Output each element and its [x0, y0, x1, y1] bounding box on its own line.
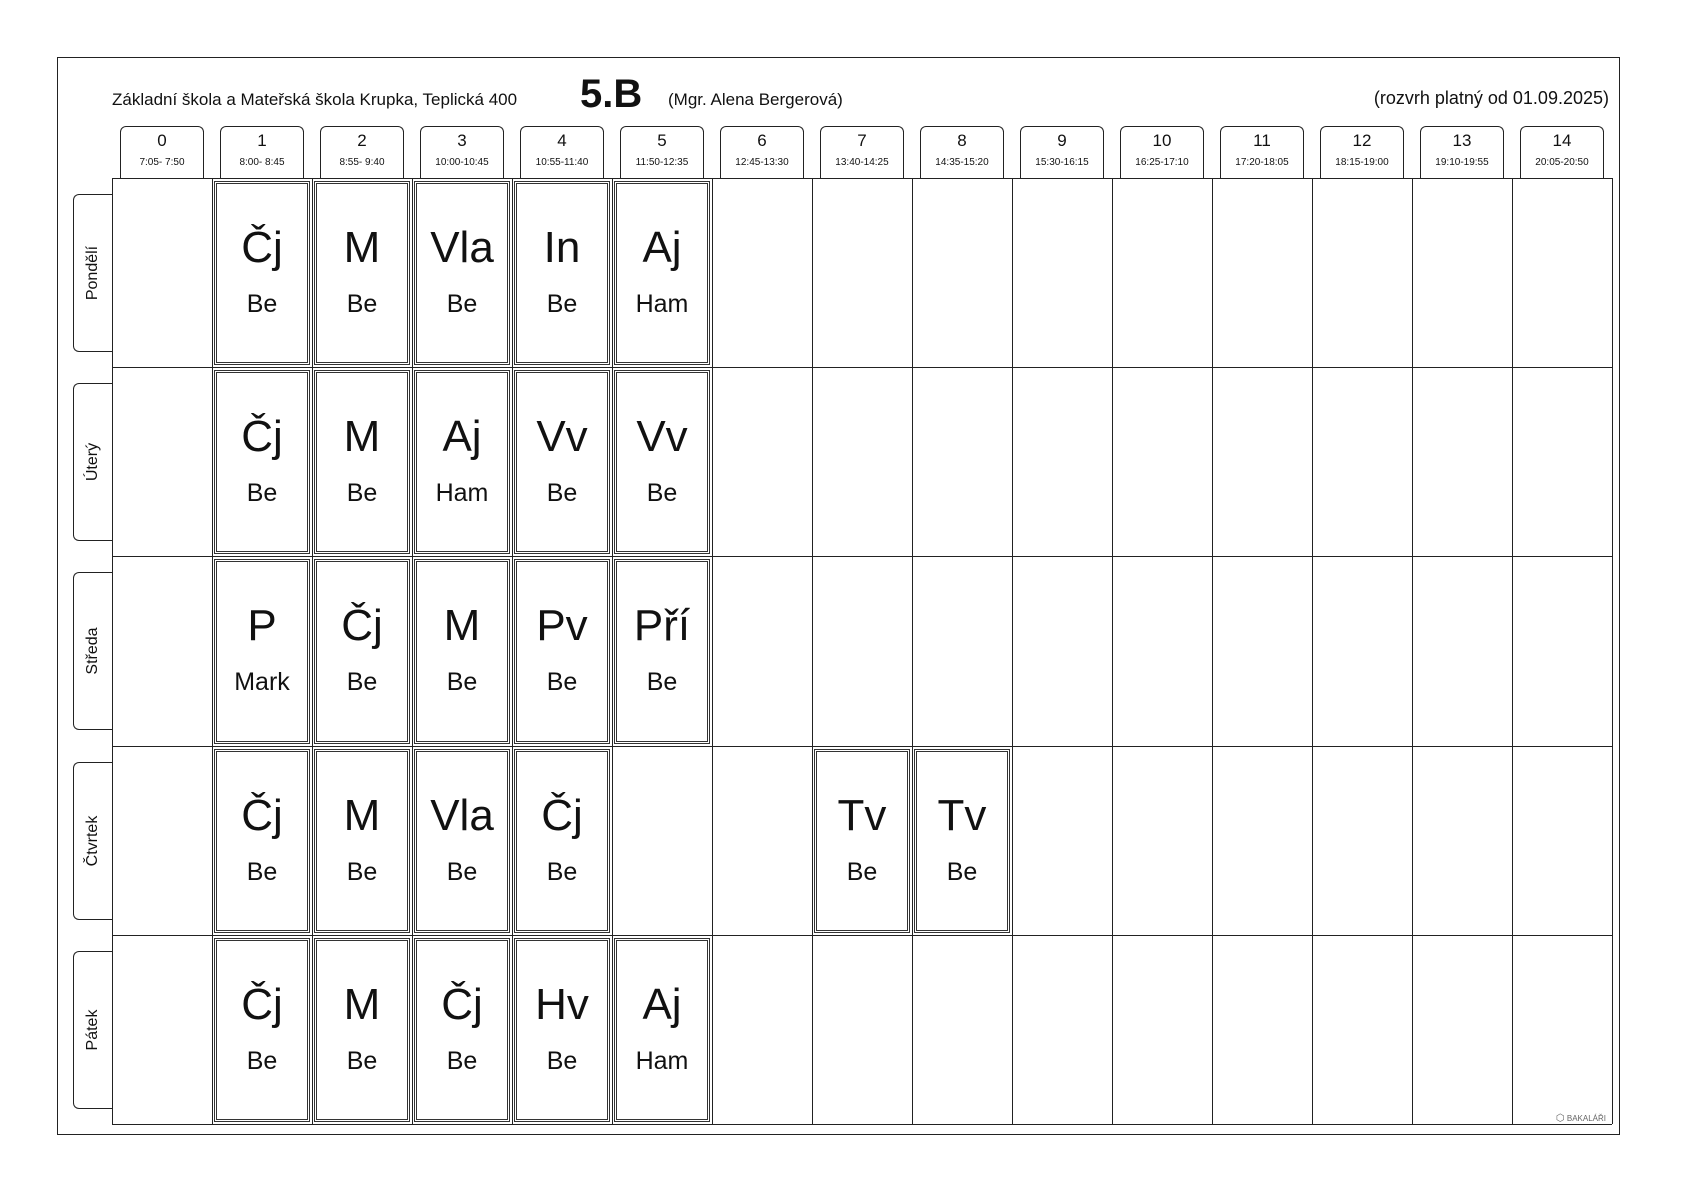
lesson-teacher: Be	[346, 290, 378, 318]
lesson-teacher: Be	[446, 1046, 478, 1075]
grid-vline	[1312, 178, 1313, 1124]
period-number: 1	[257, 131, 267, 150]
lesson-cell[interactable]	[214, 370, 310, 554]
grid-vline	[1212, 178, 1213, 1124]
lesson-subject: Čj	[441, 979, 483, 1029]
grid-vline	[512, 178, 513, 1124]
lesson-cell[interactable]	[614, 938, 710, 1122]
lesson-cell[interactable]	[314, 559, 410, 743]
lesson-teacher: Be	[246, 479, 278, 508]
lesson-subject: M	[343, 979, 381, 1029]
grid-hline	[112, 935, 1612, 936]
grid-hline	[112, 178, 1612, 179]
lesson-subject: Aj	[442, 412, 482, 462]
lesson-subject: M	[343, 223, 381, 272]
lesson-teacher: Be	[346, 479, 378, 508]
logo-text: BAKALÁŘI	[1566, 1114, 1606, 1123]
lesson-teacher: Be	[346, 668, 378, 697]
period-number: 14	[1552, 131, 1572, 150]
lesson-teacher: Be	[646, 479, 678, 508]
lesson-subject: M	[343, 790, 381, 840]
period-time: 17:20-18:05	[1235, 157, 1289, 168]
day-header-1	[73, 383, 112, 541]
period-header-9	[1020, 126, 1104, 178]
period-number: 11	[1253, 131, 1271, 150]
period-number: 4	[557, 131, 567, 150]
lesson-teacher: Be	[546, 668, 578, 697]
lesson-subject: Tv	[937, 790, 987, 840]
grid-vline	[112, 178, 113, 1124]
period-time: 10:00-10:45	[435, 157, 489, 168]
lesson-subject: Vla	[430, 790, 494, 840]
lesson-subject: Čj	[241, 790, 283, 840]
period-time: 12:45-13:30	[735, 157, 789, 168]
lesson-cell[interactable]	[214, 181, 310, 365]
lesson-teacher: Be	[646, 668, 678, 697]
grid-vline	[412, 178, 413, 1124]
period-number: 2	[357, 131, 367, 150]
lesson-teacher: Be	[346, 1046, 378, 1075]
period-time: 18:15-19:00	[1335, 157, 1389, 168]
period-number: 7	[857, 131, 867, 150]
day-label: Úterý	[84, 443, 101, 482]
lesson-subject: Čj	[241, 223, 283, 272]
lesson-subject: Čj	[541, 790, 583, 840]
period-header-11	[1220, 126, 1304, 178]
day-header-0	[73, 194, 112, 352]
period-header-0	[120, 126, 204, 178]
lesson-subject: M	[343, 412, 381, 462]
school-name: Základní škola a Mateřská škola Krupka, Teplická 400	[112, 90, 518, 109]
period-header-3	[420, 126, 504, 178]
lesson-cell[interactable]	[314, 370, 410, 554]
lesson-subject: Aj	[642, 979, 682, 1029]
period-time: 7:05- 7:50	[139, 157, 185, 168]
lesson-subject: Aj	[642, 223, 682, 272]
day-label: Středa	[84, 627, 101, 675]
period-header-8	[920, 126, 1004, 178]
lesson-teacher: Be	[446, 668, 478, 697]
period-number: 0	[157, 131, 167, 150]
period-number: 8	[957, 131, 967, 150]
grid-vline	[712, 178, 713, 1124]
lesson-cell[interactable]	[414, 559, 510, 743]
grid-vline	[612, 178, 613, 1124]
period-number: 3	[457, 131, 467, 150]
bakalari-logo	[1556, 1113, 1606, 1124]
lesson-teacher: Be	[546, 1046, 578, 1075]
lesson-teacher: Ham	[635, 1046, 689, 1075]
lesson-cell[interactable]	[214, 559, 310, 743]
lesson-cell[interactable]	[414, 749, 510, 933]
period-number: 6	[757, 131, 767, 150]
period-header-4	[520, 126, 604, 178]
lesson-subject: M	[443, 601, 481, 651]
lesson-teacher: Be	[246, 290, 278, 318]
period-time: 14:35-15:20	[935, 157, 989, 168]
day-header-3	[73, 762, 112, 920]
period-number: 9	[1057, 131, 1067, 150]
lesson-subject: P	[247, 601, 277, 651]
lesson-subject: Hv	[535, 979, 589, 1029]
class-teacher: (Mgr. Alena Bergerová)	[668, 90, 843, 109]
lesson-teacher: Be	[846, 857, 878, 886]
lesson-cell[interactable]	[414, 370, 510, 554]
period-number: 13	[1452, 131, 1472, 150]
lesson-subject: Čj	[341, 601, 383, 651]
period-header-6	[720, 126, 804, 178]
grid-vline	[1512, 178, 1513, 1124]
period-header-5	[620, 126, 704, 178]
period-number: 12	[1352, 131, 1372, 150]
period-time: 20:05-20:50	[1535, 157, 1589, 168]
grid-vline	[1612, 178, 1613, 1124]
lesson-subject: Vv	[636, 412, 688, 462]
lesson-teacher: Be	[246, 1046, 278, 1075]
day-header-4	[73, 951, 112, 1109]
grid-hline	[112, 556, 1612, 557]
lesson-subject: Tv	[837, 790, 887, 840]
lesson-cell[interactable]	[414, 181, 510, 365]
lesson-teacher: Mark	[234, 668, 290, 697]
period-header-10	[1120, 126, 1204, 178]
grid-vline	[812, 178, 813, 1124]
lesson-cell[interactable]	[214, 938, 310, 1122]
lesson-subject: Pv	[536, 601, 588, 651]
grid-vline	[1112, 178, 1113, 1124]
lesson-subject: Čj	[241, 412, 283, 462]
lesson-cell[interactable]	[614, 370, 710, 554]
hexagon-icon: ⬡	[1555, 1113, 1565, 1124]
lesson-teacher: Be	[546, 290, 578, 318]
grid-hline	[112, 367, 1612, 368]
lesson-subject: Čj	[241, 979, 283, 1029]
period-time: 8:00- 8:45	[239, 157, 285, 168]
lesson-cell[interactable]	[814, 749, 910, 933]
period-time: 10:55-11:40	[535, 157, 589, 168]
grid-hline	[112, 746, 1612, 747]
day-header-2	[73, 572, 112, 730]
lesson-teacher: Be	[446, 290, 478, 318]
lesson-cell[interactable]	[514, 938, 610, 1122]
period-header-1	[220, 126, 304, 178]
lesson-cell[interactable]	[614, 559, 710, 743]
valid-from: (rozvrh platný od 01.09.2025)	[1373, 88, 1609, 108]
lesson-cell[interactable]	[414, 938, 510, 1122]
day-label: Pátek	[84, 1009, 101, 1051]
period-header-13	[1420, 126, 1504, 178]
grid-vline	[1012, 178, 1013, 1124]
period-header-2	[320, 126, 404, 178]
grid-vline	[1412, 178, 1413, 1124]
lesson-cell[interactable]	[314, 181, 410, 365]
lesson-cell[interactable]	[914, 749, 1010, 933]
lesson-teacher: Be	[946, 857, 978, 886]
lesson-teacher: Be	[346, 857, 378, 886]
day-label: Čtvrtek	[84, 815, 101, 866]
period-time: 13:40-14:25	[835, 157, 889, 168]
lesson-subject: Vla	[430, 223, 494, 272]
period-time: 16:25-17:10	[1135, 157, 1189, 168]
period-header-12	[1320, 126, 1404, 178]
lesson-teacher: Be	[446, 857, 478, 886]
lesson-cell[interactable]	[514, 370, 610, 554]
lesson-teacher: Ham	[435, 479, 489, 508]
period-time: 15:30-16:15	[1035, 157, 1089, 168]
period-header-7	[820, 126, 904, 178]
lesson-teacher: Be	[246, 857, 278, 886]
lesson-teacher: Be	[546, 479, 578, 508]
lesson-cell[interactable]	[514, 559, 610, 743]
period-number: 5	[657, 131, 667, 150]
day-label: Pondělí	[84, 245, 101, 301]
lesson-cell[interactable]	[314, 938, 410, 1122]
period-time: 19:10-19:55	[1435, 157, 1489, 168]
class-name: 5.B	[580, 72, 643, 116]
lesson-teacher: Ham	[635, 290, 689, 318]
lesson-cell[interactable]	[314, 749, 410, 933]
lesson-subject: Vv	[536, 412, 588, 462]
period-header-14	[1520, 126, 1604, 178]
grid-hline	[112, 1124, 1612, 1125]
lesson-cell[interactable]	[614, 181, 710, 365]
grid-vline	[912, 178, 913, 1124]
lesson-cell[interactable]	[514, 749, 610, 933]
lesson-subject: In	[543, 223, 581, 272]
grid-vline	[312, 178, 313, 1124]
period-time: 11:50-12:35	[635, 157, 689, 168]
lesson-cell[interactable]	[214, 749, 310, 933]
period-number: 10	[1152, 131, 1172, 150]
period-time: 8:55- 9:40	[339, 157, 385, 168]
lesson-cell[interactable]	[514, 181, 610, 365]
lesson-teacher: Be	[546, 857, 578, 886]
grid-vline	[212, 178, 213, 1124]
lesson-subject: Pří	[633, 601, 691, 651]
